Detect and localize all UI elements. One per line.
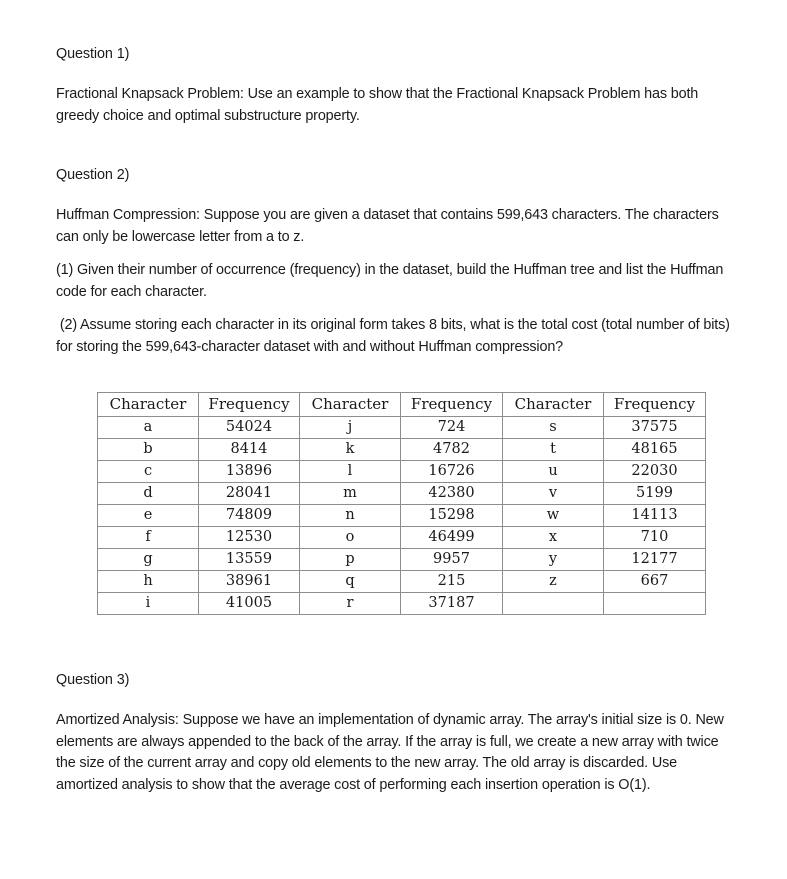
table-row bbox=[98, 439, 706, 461]
table-cell-frequency: 54024 bbox=[199, 417, 300, 439]
table-cell-character: b bbox=[98, 439, 199, 461]
table-cell-character: m bbox=[300, 483, 401, 505]
table-cell-character: h bbox=[98, 571, 199, 593]
table-cell-frequency: 48165 bbox=[604, 439, 706, 461]
table-cell-character: n bbox=[300, 505, 401, 527]
question-2-section bbox=[56, 165, 734, 358]
question-1-paragraph-1: Fractional Knapsack Problem: Use an example to show that the Fractional Knapsack Problem has both greedy choice and optimal substructure property. bbox=[56, 86, 703, 124]
table-cell-character: x bbox=[503, 527, 604, 549]
table-row bbox=[98, 505, 706, 527]
table-body bbox=[98, 417, 706, 615]
table-header-cell: Character bbox=[300, 393, 401, 417]
table-cell-frequency: 710 bbox=[604, 527, 706, 549]
table-cell-frequency: 74809 bbox=[199, 505, 300, 527]
table-cell-character: y bbox=[503, 549, 604, 571]
table-cell-frequency: 14113 bbox=[604, 505, 706, 527]
table-header-cell: Frequency bbox=[401, 393, 503, 417]
table-cell-character: e bbox=[98, 505, 199, 527]
table-cell-frequency: 12177 bbox=[604, 549, 706, 571]
table-cell-frequency: 16726 bbox=[401, 461, 503, 483]
table-row bbox=[98, 483, 706, 505]
table-cell-frequency: 4782 bbox=[401, 439, 503, 461]
table-row bbox=[98, 417, 706, 439]
table-cell-frequency: 37575 bbox=[604, 417, 706, 439]
table-cell-character: z bbox=[503, 571, 604, 593]
table-cell-character: g bbox=[98, 549, 199, 571]
table-cell-character: l bbox=[300, 461, 401, 483]
table-header-cell: Frequency bbox=[199, 393, 300, 417]
table-cell-character: t bbox=[503, 439, 604, 461]
table-cell-frequency: 37187 bbox=[401, 593, 503, 615]
table-header-cell: Character bbox=[503, 393, 604, 417]
question-3-paragraph-1: Amortized Analysis: Suppose we have an implementation of dynamic array. The array's initial size is 0. New elements are always appended to the back of the array. If the array is full, we create a new array with twice the size of the current array and copy old elements to the new array. The old array is discarded. Use amortized analysis to show that the average cost of performing each insertion operation is O(1). bbox=[56, 712, 728, 793]
table-cell-frequency bbox=[604, 593, 706, 615]
table-cell-character: w bbox=[503, 505, 604, 527]
table-cell-frequency: 15298 bbox=[401, 505, 503, 527]
table-cell-frequency: 46499 bbox=[401, 527, 503, 549]
table-cell-frequency: 9957 bbox=[401, 549, 503, 571]
table-header-row bbox=[98, 393, 706, 417]
question-1-section bbox=[56, 44, 731, 127]
table-cell-frequency: 38961 bbox=[199, 571, 300, 593]
table-cell-character: k bbox=[300, 439, 401, 461]
table-cell-character: a bbox=[98, 417, 199, 439]
question-2-paragraph-1: Huffman Compression: Suppose you are given a dataset that contains 599,643 characters. The characters can only be lowercase letter from a to z. bbox=[56, 207, 723, 245]
table-cell-frequency: 22030 bbox=[604, 461, 706, 483]
table-header-cell: Frequency bbox=[604, 393, 706, 417]
table-cell-frequency: 12530 bbox=[199, 527, 300, 549]
table-cell-character: i bbox=[98, 593, 199, 615]
table-cell-frequency: 667 bbox=[604, 571, 706, 593]
table-cell-character: q bbox=[300, 571, 401, 593]
table-cell-character: j bbox=[300, 417, 401, 439]
table-cell-character: c bbox=[98, 461, 199, 483]
table-cell-frequency: 13896 bbox=[199, 461, 300, 483]
table-cell-frequency: 8414 bbox=[199, 439, 300, 461]
table-row bbox=[98, 461, 706, 483]
section-spacer-1 bbox=[56, 127, 731, 165]
question-2-paragraph-2: (1) Given their number of occurrence (frequency) in the dataset, build the Huffman tree and list the Huffman code for each character. bbox=[56, 262, 728, 300]
table-row bbox=[98, 549, 706, 571]
table-row bbox=[98, 593, 706, 615]
question-3-label: Question 3) bbox=[56, 672, 130, 688]
question-2-label: Question 2) bbox=[56, 167, 130, 183]
table-cell-character: u bbox=[503, 461, 604, 483]
table-cell-character: f bbox=[98, 527, 199, 549]
table-cell-frequency: 13559 bbox=[199, 549, 300, 571]
table-cell-character: o bbox=[300, 527, 401, 549]
frequency-table-wrapper bbox=[97, 392, 731, 615]
question-1-label: Question 1) bbox=[56, 46, 130, 62]
table-cell-character: r bbox=[300, 593, 401, 615]
table-cell-character: d bbox=[98, 483, 199, 505]
table-row bbox=[98, 527, 706, 549]
table-cell-character: p bbox=[300, 549, 401, 571]
table-cell-frequency: 5199 bbox=[604, 483, 706, 505]
table-row bbox=[98, 571, 706, 593]
table-cell-character: v bbox=[503, 483, 604, 505]
table-cell-character: s bbox=[503, 417, 604, 439]
question-3-section bbox=[56, 670, 731, 796]
table-cell-frequency: 28041 bbox=[199, 483, 300, 505]
question-2-paragraph-3: (2) Assume storing each character in its original form takes 8 bits, what is the total cost (total number of bits) for storing the 599,643-character dataset with and without Huffman compression? bbox=[56, 317, 734, 355]
table-cell-frequency: 724 bbox=[401, 417, 503, 439]
character-frequency-table bbox=[97, 392, 706, 615]
table-header-cell: Character bbox=[98, 393, 199, 417]
table-cell-character bbox=[503, 593, 604, 615]
table-cell-frequency: 42380 bbox=[401, 483, 503, 505]
table-cell-frequency: 41005 bbox=[199, 593, 300, 615]
table-cell-frequency: 215 bbox=[401, 571, 503, 593]
